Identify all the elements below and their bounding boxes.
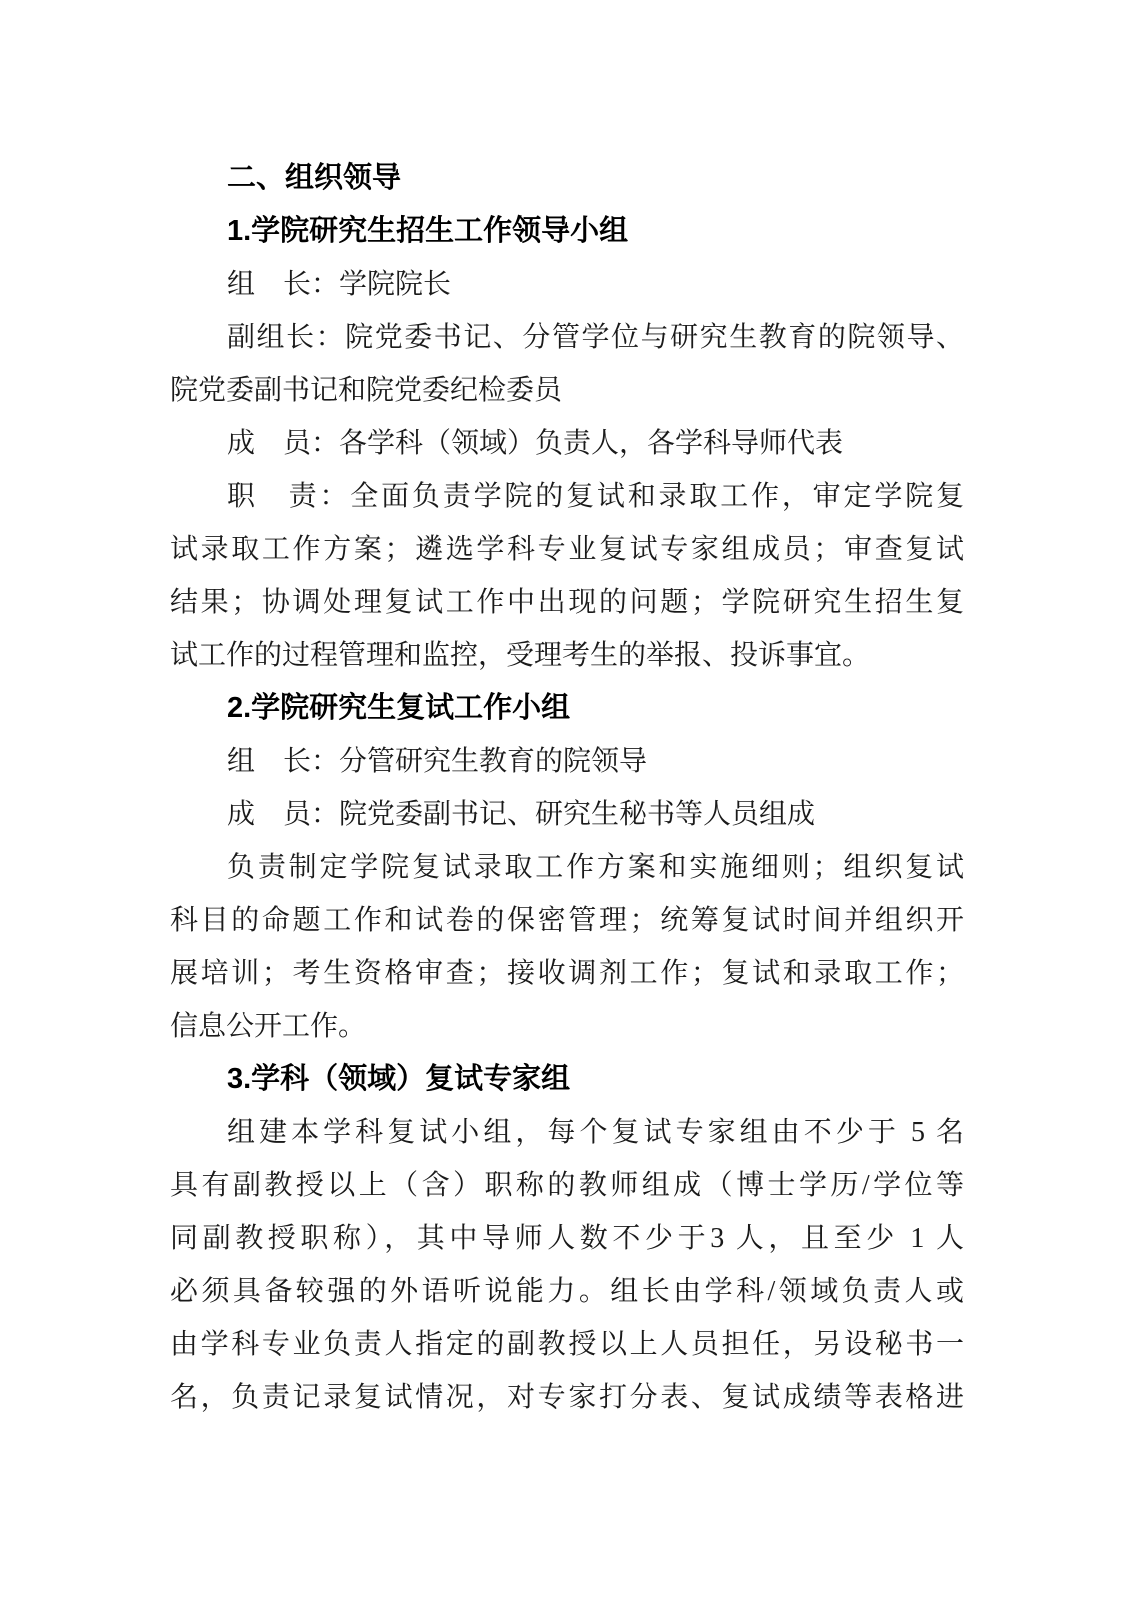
body-paragraph bbox=[170, 735, 964, 788]
text-line: 组 长：分管研究生教育的院领导 bbox=[227, 746, 648, 777]
text-line: 职 责：全面负责学院的复试和录取工作，审定学院复 bbox=[227, 481, 964, 512]
text-line: 组 长：学院院长 bbox=[227, 269, 452, 300]
body-paragraph bbox=[170, 1106, 964, 1424]
text-line: 2.学院研究生复试工作小组 bbox=[227, 692, 571, 724]
heading-paragraph bbox=[170, 205, 964, 258]
body-paragraph bbox=[170, 470, 964, 682]
body-paragraph bbox=[170, 311, 964, 417]
text-line: 由学科专业负责人指定的副教授以上人员担任，另设秘书一 bbox=[170, 1329, 964, 1360]
body-paragraph bbox=[170, 841, 964, 1053]
text-line: 1.学院研究生招生工作领导小组 bbox=[227, 215, 629, 247]
text-line: 展培训；考生资格审查；接收调剂工作；复试和录取工作； bbox=[170, 958, 964, 989]
heading-paragraph bbox=[170, 152, 964, 205]
heading-paragraph bbox=[170, 1053, 964, 1106]
text-line: 成 员：各学科（领域）负责人，各学科导师代表 bbox=[227, 428, 844, 459]
text-line: 试录取工作方案；遴选学科专业复试专家组成员；审查复试 bbox=[170, 534, 964, 565]
text-line: 二、组织领导 bbox=[227, 162, 402, 194]
body-paragraph bbox=[170, 788, 964, 841]
text-line: 必须具备较强的外语听说能力。组长由学科/领域负责人或 bbox=[170, 1276, 964, 1307]
body-paragraph bbox=[170, 258, 964, 311]
document-body bbox=[170, 152, 964, 1424]
text-line: 院党委副书记和院党委纪检委员 bbox=[170, 375, 563, 406]
heading-paragraph bbox=[170, 682, 964, 735]
text-line: 副组长：院党委书记、分管学位与研究生教育的院领导、 bbox=[227, 322, 964, 353]
text-line: 同副教授职称），其中导师人数不少于3 人，且至少 1 人 bbox=[170, 1223, 964, 1254]
text-line: 组建本学科复试小组，每个复试专家组由不少于 5 名 bbox=[227, 1117, 964, 1148]
text-line: 成 员：院党委副书记、研究生秘书等人员组成 bbox=[227, 799, 816, 830]
text-line: 科目的命题工作和试卷的保密管理；统筹复试时间并组织开 bbox=[170, 905, 964, 936]
text-line: 名，负责记录复试情况，对专家打分表、复试成绩等表格进 bbox=[170, 1382, 964, 1413]
text-line: 试工作的过程管理和监控，受理考生的举报、投诉事宜。 bbox=[170, 640, 871, 671]
text-line: 结果；协调处理复试工作中出现的问题；学院研究生招生复 bbox=[170, 587, 964, 618]
text-line: 信息公开工作。 bbox=[170, 1011, 367, 1042]
text-line: 3.学科（领域）复试专家组 bbox=[227, 1063, 571, 1095]
body-paragraph bbox=[170, 417, 964, 470]
text-line: 具有副教授以上（含）职称的教师组成（博士学历/学位等 bbox=[170, 1170, 964, 1201]
text-line: 负责制定学院复试录取工作方案和实施细则；组织复试 bbox=[227, 852, 964, 883]
